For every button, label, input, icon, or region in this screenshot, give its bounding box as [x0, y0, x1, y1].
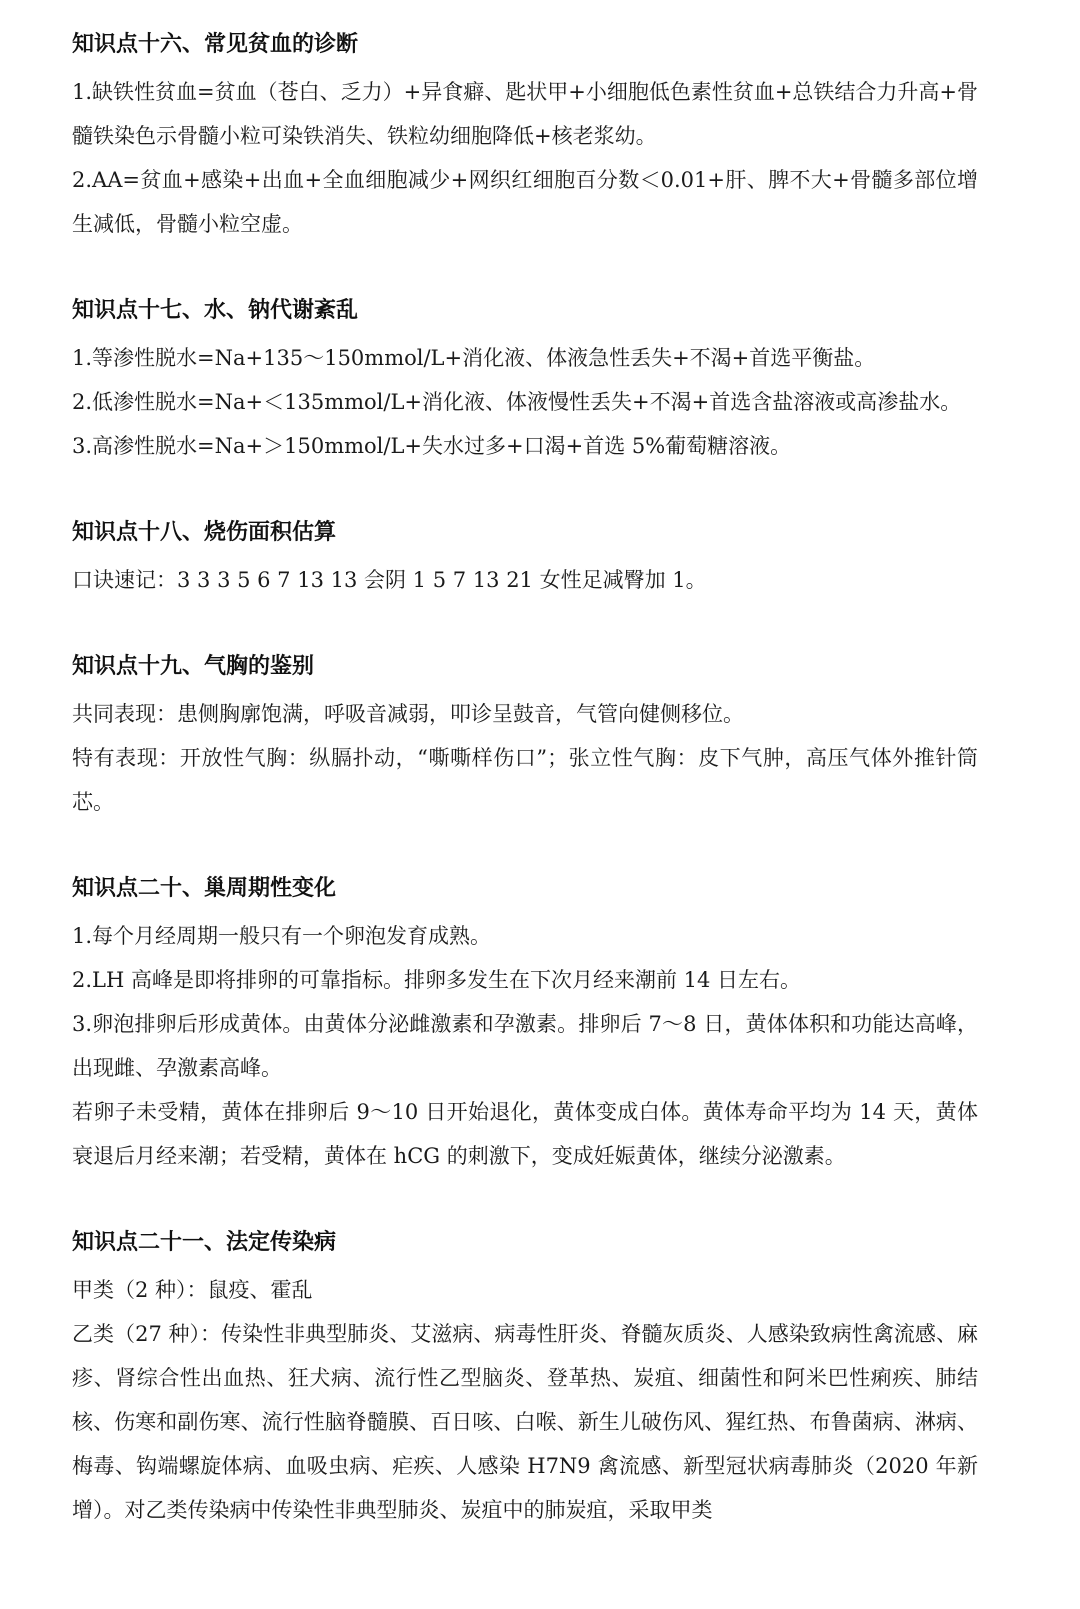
- section-paragraph: 甲类（2 种）：鼠疫、霍乱: [72, 1278, 313, 1302]
- section-pneumothorax: [72, 652, 978, 824]
- section-heading: 知识点十六、常见贫血的诊断: [72, 32, 359, 57]
- section-anemia-diagnosis: [72, 30, 978, 246]
- section-paragraph: 乙类（27 种）：传染性非典型肺炎、艾滋病、病毒性肝炎、脊髓灰质炎、人感染致病性禽流感、麻疹、肾综合性出血热、狂犬病、流行性乙型脑炎、登革热、炭疽、细菌性和阿米巴性痢疾、肺结核、伤寒和副伤寒、流行性脑脊髓膜、百日咳、白喉、新生儿破伤风、猩红热、布鲁菌病、淋病、梅毒、钩端螺旋体病、血吸虫病、疟疾、人感染 H7N9 禽流感、新型冠状病毒肺炎（2020 年新增）。对乙类传染病中传染性非典型肺炎、炭疽中的肺炭疽，采取甲类: [72, 1322, 978, 1522]
- section-infectious-diseases: [72, 1228, 978, 1532]
- section-paragraph: 2.AA=贫血+感染+出血+全血细胞减少+网织红细胞百分数＜0.01+肝、脾不大+骨髓多部位增生减低，骨髓小粒空虚。: [72, 168, 978, 236]
- section-heading: 知识点十八、烧伤面积估算: [72, 520, 337, 545]
- section-heading: 知识点十九、气胸的鉴别: [72, 654, 315, 679]
- section-paragraph: 共同表现：患侧胸廓饱满，呼吸音减弱，叩诊呈鼓音，气管向健侧移位。: [72, 702, 744, 726]
- section-paragraph: 1.每个月经周期一般只有一个卵泡发育成熟。: [72, 924, 492, 948]
- section-ovarian-cycle: [72, 874, 978, 1178]
- section-heading: 知识点二十、巢周期性变化: [72, 876, 337, 901]
- section-paragraph: 特有表现：开放性气胸：纵膈扑动，“嘶嘶样伤口”；张立性气胸：皮下气肿，高压气体外推针筒芯。: [72, 746, 978, 814]
- section-paragraph: 1.缺铁性贫血=贫血（苍白、乏力）+异食癖、匙状甲+小细胞低色素性贫血+总铁结合力升高+骨髓铁染色示骨髓小粒可染铁消失、铁粒幼细胞降低+核老浆幼。: [72, 80, 979, 148]
- section-paragraph: 2.低渗性脱水=Na+＜135mmol/L+消化液、体液慢性丢失+不渴+首选含盐溶液或高渗盐水。: [72, 390, 962, 414]
- section-paragraph: 2.LH 高峰是即将排卵的可靠指标。排卵多发生在下次月经来潮前 14 日左右。: [72, 968, 802, 992]
- section-paragraph: 口诀速记：3 3 3 5 6 7 13 13 会阴 1 5 7 13 21 女性足减臀加 1。: [72, 568, 707, 592]
- section-paragraph: 3.高渗性脱水=Na+＞150mmol/L+失水过多+口渴+首选 5%葡萄糖溶液。: [72, 434, 792, 458]
- section-paragraph: 3.卵泡排卵后形成黄体。由黄体分泌雌激素和孕激素。排卵后 7～8 日，黄体体积和功能达高峰，出现雌、孕激素高峰。: [72, 1012, 978, 1080]
- section-paragraph: 若卵子未受精，黄体在排卵后 9～10 日开始退化，黄体变成白体。黄体寿命平均为 14 天，黄体衰退后月经来潮；若受精，黄体在 hCG 的刺激下，变成妊娠黄体，继续分泌激素。: [72, 1100, 978, 1168]
- section-heading: 知识点二十一、法定传染病: [72, 1230, 337, 1255]
- section-water-sodium: [72, 296, 978, 468]
- section-burn-area: [72, 518, 978, 602]
- section-paragraph: 1.等渗性脱水=Na+135～150mmol/L+消化液、体液急性丢失+不渴+首选平衡盐。: [72, 346, 876, 370]
- section-heading: 知识点十七、水、钠代谢紊乱: [72, 298, 359, 323]
- document-page: [72, 30, 978, 1582]
